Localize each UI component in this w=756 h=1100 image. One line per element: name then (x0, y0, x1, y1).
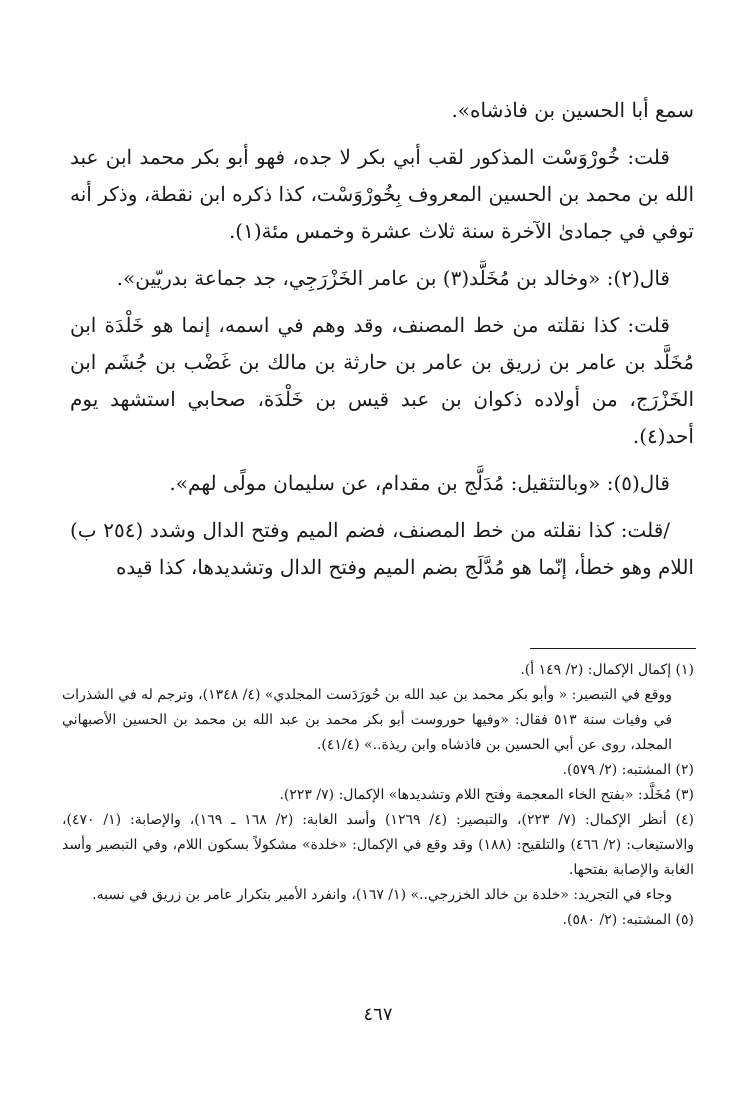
footnote-3: (٣) مُخَلَّد: «بفتح الخاء المعجمة وفتح اللام وتشديدها» الإكمال: (٧/ ٢٢٣). (279, 787, 694, 803)
footnote-1-continued: ووقع في التبصير: « وأبو بكر محمد بن عبد الله بن حُورَدَست المجلدي» (٤/ ١٣٤٨)، وترجم له في الشذرات في وفيات سنة ٥١٣ فقال: «وفيها حوروست أبو بكر محمد بن عبد الله بن محمد بن الحسين الأصبهاني المجلد، روى عن أبي الحسين بن فاذشاه وابن ريذة..» (٤١/٤). (62, 687, 673, 753)
paragraph-khurawast: قلت: خُورْوَسْت المذكور لقب أبي بكر لا جده، فهو أبو بكر محمد ابن عبد الله بن محمد بن الحسين المعروف بِخُورْوَسْت، كذا ذكره ابن نقطة، وذكر أنه توفي في جمادىٰ الآخرة سنة ثلاث عشرة وخمس مئة(١). (70, 145, 694, 243)
footnote-1: (١) إكمال الإكمال: (٢/ ١٤٩ أ). (520, 662, 694, 678)
footnote-2: (٢) المشتبه: (٢/ ٥٧٩). (562, 762, 694, 778)
footnote-4: (٤) أنظر الإكمال: (٧/ ٢٢٣)، والتبصير: (٤/ ١٢٦٩) وأسد الغابة: (٢/ ١٦٨ ـ ١٦٩)، والإصابة: (١/ ٤٧٠)، والاستيعاب: (٢/ ٤٦٦) والتلقيح: (١٨٨) وقد وقع في الإكمال: «خلدة» مشكولاً بسكون اللام، وفي التبصير وأسد الغابة والإصابة بفتحها. (62, 812, 694, 878)
main-text (70, 92, 694, 596)
footnote-4-continued: وجاء في التجريد: «خلدة بن خالد الخزرجي..» (١/ ١٦٧)، وانفرد الأمير بتكرار عامر بن زريق في نسبه. (92, 887, 672, 903)
paragraph-mudallaj-quote: قال(٥): «وبالتثقيل: مُدَلَّج بن مقدام، عن سليمان مولًى لهم». (169, 471, 670, 495)
footnotes (62, 658, 694, 933)
paragraph-mudallaj-note: /قلت: كذا نقلته من خط المصنف، فضم الميم وفتح الدال وشدد (٢٥٤ ب) اللام وهو خطأ، إنّما هو مُدَّلَج بضم الميم وفتح الدال وتشديدها، كذا قيده (70, 518, 694, 579)
paragraph-khalda: قلت: كذا نقلته من خط المصنف، وقد وهم في اسمه، إنما هو خَلْدَة ابن مُخَلَّد بن عامر بن زريق بن عامر بن حارثة بن مالك بن غَضْب بن جُشَم ابن الخَزْرَج، من أولاده ذكوان بن عبد قيس بن خَلْدَة، صحابي استشهد يوم أحد(٤). (70, 313, 694, 448)
paragraph-khalid-quote: قال(٢): «وخالد بن مُخَلَّد(٣) بن عامر الخَزْرَجِي، جد جماعة بدريّين». (116, 266, 670, 290)
page-number: ٤٦٧ (363, 1004, 393, 1025)
footnote-separator (530, 648, 696, 649)
footnote-5: (٥) المشتبه: (٢/ ٥٨٠). (562, 912, 694, 928)
text-line-1: سمع أبا الحسين بن فاذشاه». (451, 98, 694, 122)
